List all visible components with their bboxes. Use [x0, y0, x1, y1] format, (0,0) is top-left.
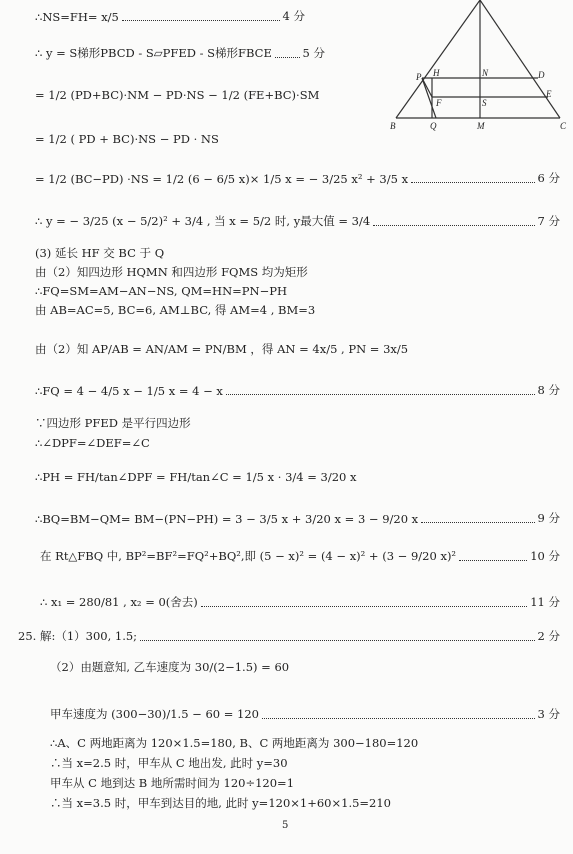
- page-number: 5: [282, 820, 289, 831]
- line-5-text: = 1/2 (BC−PD) ·NS = 1/2 (6 − 6/5 x)× 1/5 x = − 3/25 x² + 3/5 x: [35, 172, 409, 186]
- line-12: [35, 382, 560, 398]
- line-15: ∴PH = FH/tan∠DPF = FH/tan∠C = 1/5 x · 3/4 = 3/20 x: [35, 470, 357, 484]
- line-16-text: ∴BQ=BM−QM= BM−(PN−PH) = 3 − 3/5 x + 3/20 x = 3 − 9/20 x: [35, 512, 419, 526]
- line-7: (3) 延长 HF 交 BC 于 Q: [35, 246, 165, 260]
- line-2: [35, 45, 325, 61]
- line-2-text: ∴ y = S梯形PBCD - S▱PFED - S梯形FBCE: [35, 46, 272, 60]
- line-16-mark: 9 分: [537, 511, 560, 525]
- line-18-text: ∴ x₁ = 280/81 , x₂ = 0(舍去): [40, 595, 198, 609]
- line-5: [35, 170, 560, 186]
- label-Q: Q: [430, 121, 437, 131]
- line-18: [40, 594, 560, 610]
- label-C: C: [560, 121, 567, 131]
- line-23: ∴当 x=2.5 时，甲车从 C 地出发, 此时 y=30: [50, 756, 288, 770]
- line-17: [40, 548, 560, 564]
- line-6: [35, 213, 560, 229]
- line-12-mark: 8 分: [537, 383, 560, 397]
- line-13: ∵四边形 PFED 是平行四边形: [35, 416, 191, 430]
- line-21-mark: 3 分: [537, 707, 560, 721]
- line-9: ∴FQ=SM=AM−AN−NS, QM=HN=PN−PH: [35, 284, 287, 298]
- line-19: [18, 628, 560, 644]
- line-6-text: ∴ y = − 3/25 (x − 5/2)² + 3/4 , 当 x = 5/2 时, y最大值 = 3/4: [35, 214, 371, 228]
- line-1-text: ∴NS=FH= x/5: [35, 10, 119, 24]
- line-11: 由（2）知 AP/AB = AN/AM = PN/BM ，得 AN = 4x/5 , PN = 3x/5: [35, 342, 409, 356]
- line-8: 由（2）知四边形 HQMN 和四边形 FQMS 均为矩形: [35, 265, 308, 279]
- line-22: ∴A、C 两地距离为 120×1.5=180, B、C 两地距离为 300−180=120: [50, 736, 419, 750]
- line-21: [50, 706, 560, 722]
- line-12-text: ∴FQ = 4 − 4/5 x − 1/5 x = 4 − x: [35, 384, 223, 398]
- line-1: [35, 8, 305, 24]
- label-P: P: [416, 72, 422, 82]
- line-10: 由 AB=AC=5, BC=6, AM⊥BC, 得 AM=4 , BM=3: [35, 303, 316, 317]
- line-19-mark: 2 分: [537, 629, 560, 643]
- line-4: = 1/2 ( PD + BC)·NS − PD · NS: [35, 132, 219, 146]
- line-17-mark: 10 分: [530, 549, 560, 563]
- line-14: ∴∠DPF=∠DEF=∠C: [35, 436, 150, 450]
- line-24: 甲车从 C 地到达 B 地所需时间为 120÷120=1: [50, 776, 295, 790]
- label-N: N: [482, 68, 489, 78]
- line-21-text: 甲车速度为 (300−30)/1.5 − 60 = 120: [50, 707, 259, 721]
- label-S: S: [482, 98, 487, 108]
- line-1-mark: 4 分: [282, 9, 305, 23]
- label-D: D: [538, 70, 545, 80]
- label-M: M: [477, 121, 485, 131]
- line-2-mark: 5 分: [302, 46, 325, 60]
- line-25: ∴当 x=3.5 时，甲车到达目的地, 此时 y=120×1+60×1.5=210: [50, 796, 392, 810]
- geometry-figure: [388, 0, 573, 135]
- line-3: = 1/2 (PD+BC)·NM − PD·NS − 1/2 (FE+BC)·SM: [35, 88, 320, 102]
- line-19-text: 25. 解:（1）300, 1.5;: [18, 629, 138, 643]
- label-H: H: [433, 68, 440, 78]
- line-5-mark: 6 分: [537, 171, 560, 185]
- line-16: [35, 510, 560, 526]
- label-B: B: [390, 121, 396, 131]
- label-F: F: [436, 98, 442, 108]
- line-20: （2）由题意知, 乙车速度为 30/(2−1.5) = 60: [50, 660, 290, 674]
- label-E: E: [546, 89, 552, 99]
- line-17-text: 在 Rt△FBQ 中, BP²=BF²=FQ²+BQ²,即 (5 − x)² = (4 − x)² + (3 − 9/20 x)²: [40, 549, 457, 563]
- line-18-mark: 11 分: [530, 595, 560, 609]
- line-6-mark: 7 分: [537, 214, 560, 228]
